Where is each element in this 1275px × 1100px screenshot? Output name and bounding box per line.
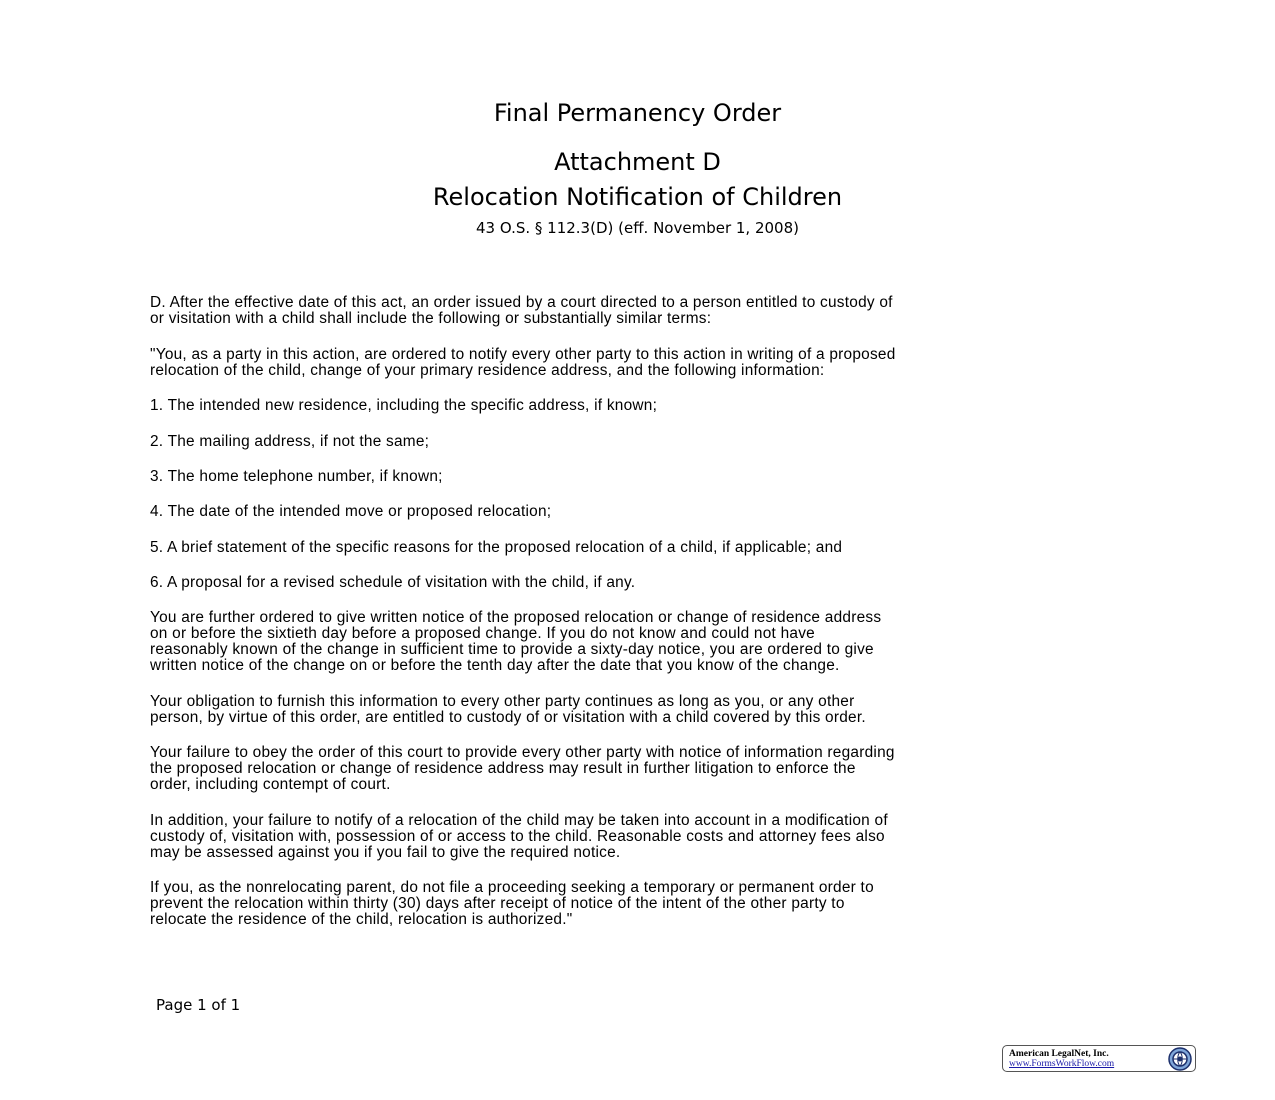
list-item: 6. A proposal for a revised schedule of visitation with the child, if any.: [150, 574, 636, 591]
publisher-link[interactable]: www.FormsWorkFlow.com: [1009, 1059, 1115, 1069]
attachment-subtitle: Relocation Notification of Children: [432, 183, 843, 211]
list-item: 4. The date of the intended move or proposed relocation;: [150, 503, 552, 520]
notice-paragraph: You are further ordered to give written notice of the proposed relocation or change of residence address on or before the sixtieth day before a proposed change. If you do not know and could not have reasonably known of the change in sufficient time to provide a sixty-day notice, you are ordered to give written notice of the change on or before the tenth day after the date that you know of the change.: [150, 609, 882, 674]
publisher-badge[interactable]: [1002, 1045, 1196, 1072]
list-item: 5. A brief statement of the specific reasons for the proposed relocation of a child, if applicable; and: [150, 539, 843, 556]
list-item: 3. The home telephone number, if known;: [150, 468, 443, 485]
order-paragraph: "You, as a party in this action, are ordered to notify every other party to this action in writing of a proposed relocation of the child, change of your primary residence address, and the following information:: [150, 346, 896, 379]
list-item: 2. The mailing address, if not the same;: [150, 433, 430, 450]
publisher-name: American LegalNet, Inc.: [1009, 1049, 1109, 1059]
obligation-paragraph: Your obligation to furnish this information to every other party continues as long as you, or any other person, by virtue of this order, are entitled to custody of or visitation with a child covered by this order.: [150, 693, 866, 726]
document-title: Final Permanency Order: [493, 99, 782, 127]
nonrelocating-paragraph: If you, as the nonrelocating parent, do not file a proceeding seeking a temporary or permanent order to prevent the relocation within thirty (30) days after receipt of notice of the intent of the other party to relocate the residence of the child, relocation is authorized.": [150, 879, 874, 928]
failure-paragraph: Your failure to obey the order of this court to provide every other party with notice of information regarding the proposed relocation or change of residence address may result in further litigation to enforce the order, including contempt of court.: [150, 744, 895, 793]
attachment-label: Attachment D: [554, 148, 721, 176]
statute-citation: 43 O.S. § 112.3(D) (eff. November 1, 2008): [476, 219, 799, 237]
addition-paragraph: In addition, your failure to notify of a relocation of the child may be taken into account in a modification of custody of, visitation with, possession of or access to the child. Reasonable costs and attorney fees also may be assessed against you if you fail to give the required notice.: [150, 812, 888, 861]
intro-paragraph: D. After the effective date of this act, an order issued by a court directed to a person entitled to custody of or visitation with a child shall include the following or substantially similar terms:: [150, 294, 893, 327]
page-number: Page 1 of 1: [156, 996, 241, 1014]
list-item: 1. The intended new residence, including the specific address, if known;: [150, 397, 658, 414]
globe-icon: [1168, 1047, 1192, 1071]
